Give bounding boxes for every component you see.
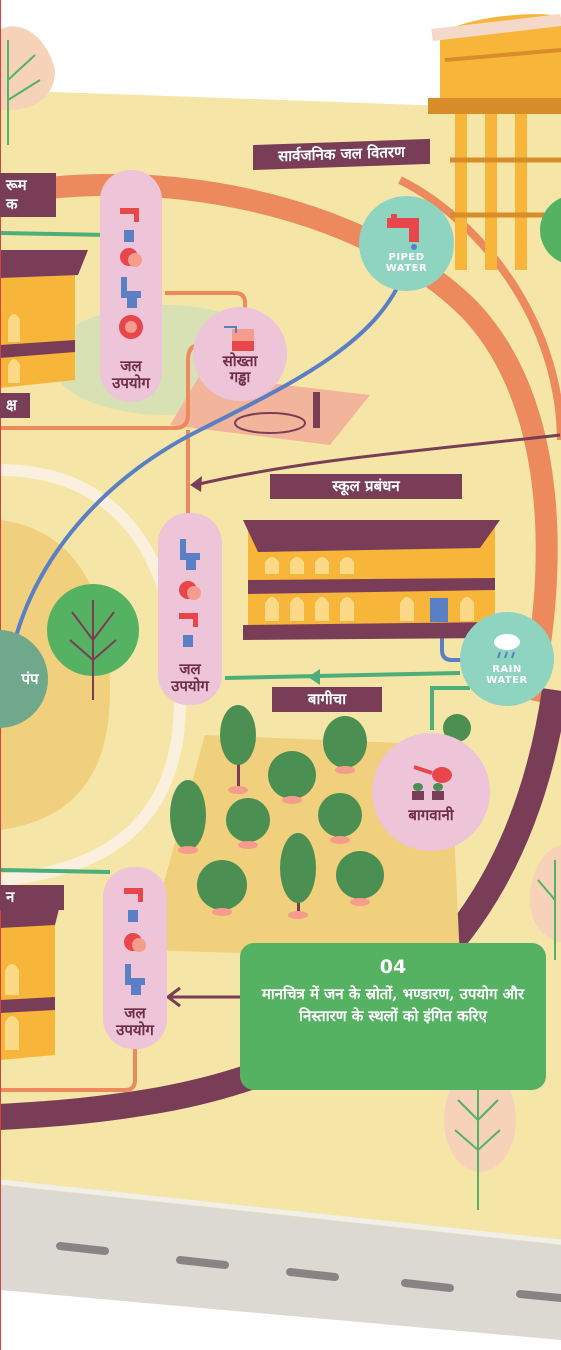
water-use-label: जल उपयोग bbox=[116, 1004, 154, 1039]
building-left-top bbox=[0, 250, 88, 388]
water-use-pill-top bbox=[100, 170, 162, 402]
piped-water-circle bbox=[359, 196, 454, 291]
rain-water-label: RAIN WATER bbox=[486, 664, 528, 686]
soak-pit-label: सोख्ता गड्ढा bbox=[222, 352, 258, 386]
water-use-pill-bottom bbox=[103, 867, 167, 1049]
banner-left-mid-partial: क्ष bbox=[0, 393, 30, 418]
water-use-icons bbox=[116, 202, 146, 352]
handpump-post bbox=[313, 392, 320, 428]
task-callout bbox=[240, 943, 546, 1090]
pump-label: पंप bbox=[21, 670, 39, 688]
banner-left-top-partial: रूम क bbox=[0, 173, 56, 217]
banner-garden: बागीचा bbox=[272, 687, 382, 712]
soak-pit-icon bbox=[222, 323, 258, 353]
water-use-icons bbox=[120, 884, 150, 999]
water-glass-icon bbox=[183, 635, 193, 647]
tap-icon bbox=[124, 888, 143, 902]
soak-pit-circle bbox=[193, 307, 287, 401]
tap-icon bbox=[385, 214, 429, 250]
callout-number: 04 bbox=[379, 956, 407, 978]
water-use-icons bbox=[175, 535, 205, 655]
green-line-bottom bbox=[0, 870, 110, 872]
handwash-icon bbox=[179, 581, 201, 600]
toilet-icon bbox=[180, 539, 200, 570]
toilet-icon bbox=[121, 277, 141, 308]
tap-icon bbox=[120, 208, 139, 222]
watering-can-icon bbox=[404, 761, 458, 801]
banner-left-bottom-partial: न bbox=[0, 885, 64, 910]
banner-school-management: स्कूल प्रबंधन bbox=[270, 474, 462, 499]
water-use-pill-middle bbox=[158, 513, 222, 705]
school-building bbox=[243, 520, 500, 640]
water-use-label: जल उपयोग bbox=[171, 660, 209, 695]
rain-cloud-icon bbox=[490, 632, 524, 660]
gardening-circle bbox=[372, 733, 490, 851]
rain-water-circle bbox=[460, 612, 554, 706]
toilet-icon bbox=[125, 964, 145, 995]
green-line-top bbox=[0, 233, 110, 235]
water-glass-icon bbox=[124, 230, 134, 242]
piped-water-label: PIPED WATER bbox=[385, 251, 428, 274]
gardening-label: बागवानी bbox=[408, 806, 454, 824]
plate-icon bbox=[119, 315, 143, 339]
building-left-bottom bbox=[0, 905, 60, 1060]
handwash-icon bbox=[120, 248, 142, 267]
callout-text: मानचित्र में जन के स्रोतों, भण्डारण, उपयोग और निस्तारण के स्थलों को इंगित करिए bbox=[261, 985, 525, 1025]
water-glass-icon bbox=[128, 910, 138, 922]
banner-public-water-supply: सार्वजनिक जल वितरण bbox=[253, 139, 430, 170]
tap-icon bbox=[179, 613, 198, 627]
handwash-icon bbox=[124, 933, 146, 952]
water-use-label: जल उपयोग bbox=[112, 357, 150, 392]
